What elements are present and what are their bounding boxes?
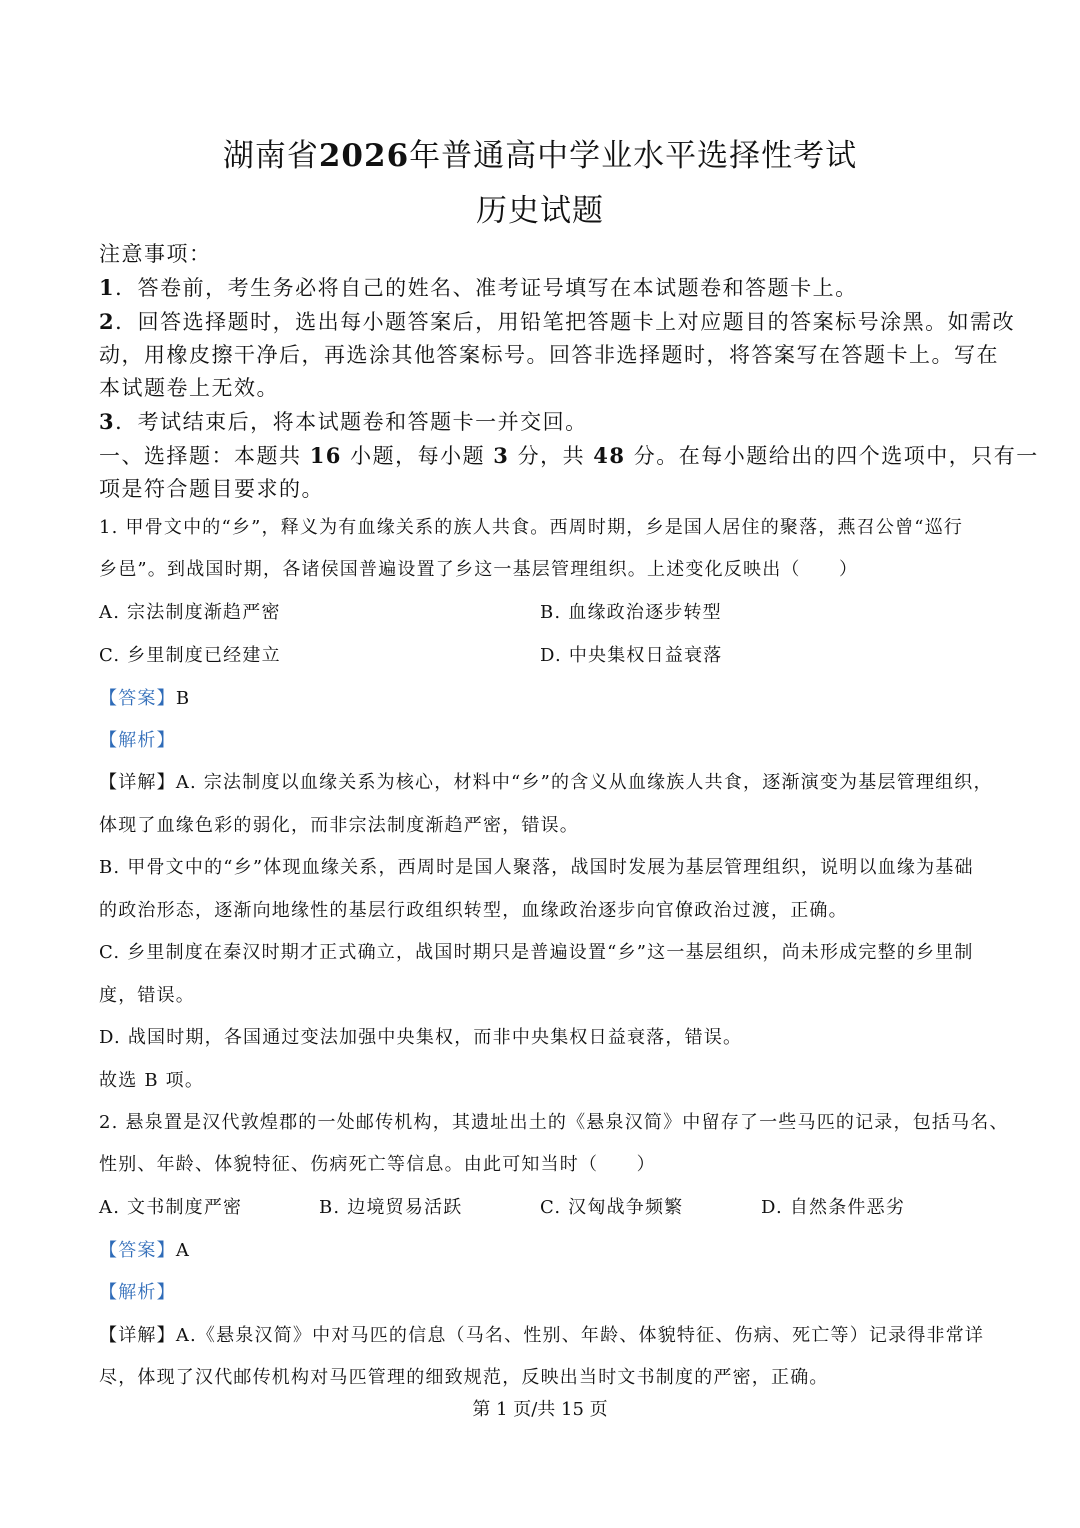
q1-answer: [99, 684, 190, 710]
title-year: 2026: [318, 138, 410, 174]
q1-detail-line: B. 甲骨文中的“乡”体现血缘关系，西周时是国人聚落，战国时发展为基层管理组织，说明以血缘为基础: [99, 857, 974, 878]
detail-text: A.《悬泉汉简》中对马匹的信息（马名、性别、年龄、体貌特征、伤病、死亡等）记录得非常详: [175, 1325, 985, 1346]
title-suffix: 年普通高中学业水平选择性考试: [409, 138, 858, 174]
q2-stem: 性别、年龄、体貌特征、伤病死亡等信息。由此可知当时（ ）: [99, 1154, 656, 1175]
q1-option-d: D. 中央集权日益衰落: [540, 645, 723, 666]
q1-analysis-tag: 【解析】: [99, 730, 176, 751]
page-footer: 第 1 页/共 15 页: [472, 1399, 608, 1420]
answer-value: A: [175, 1240, 191, 1261]
answer-value: B: [175, 688, 191, 709]
detail-tag: 【详解】: [99, 772, 176, 793]
q2-stem: 2. 悬泉置是汉代敦煌郡的一处邮传机构，其遗址出土的《悬泉汉简》中留存了一些马匹的记录，包括马名、: [99, 1112, 1009, 1133]
answer-tag: 【答案】: [99, 1240, 176, 1261]
notice-item-number: 1: [99, 275, 116, 300]
page-title: [0, 130, 1080, 175]
q2-option-d: D. 自然条件恶劣: [761, 1197, 906, 1218]
page-subtitle: 历史试题: [476, 193, 604, 229]
q2-detail-line: [99, 1321, 984, 1347]
section-number: 3: [493, 443, 510, 468]
section-text: 分。在每小题给出的四个选项中，只有一: [633, 444, 1039, 468]
detail-tag: 【详解】: [99, 1325, 176, 1346]
answer-tag: 【答案】: [99, 688, 176, 709]
q1-detail-line: D. 战国时期，各国通过变法加强中央集权，而非中央集权日益衰落，错误。: [99, 1027, 743, 1048]
q1-stem: 1. 甲骨文中的“乡”，释义为有血缘关系的族人共食。西周时期，乡是国人居住的聚落，燕召公曾“巡行: [99, 517, 964, 538]
notice-item-text: ．回答选择题时，选出每小题答案后，用铅笔把答题卡上对应题目的答案标号涂黑。如需改: [115, 310, 1016, 334]
notice-item-2: [99, 306, 1015, 336]
q1-option-a: A. 宗法制度渐趋严密: [99, 602, 281, 623]
notice-item-2-cont: 本试题卷上无效。: [99, 376, 279, 400]
section-text: 分，共: [517, 444, 586, 468]
q1-option-c: C. 乡里制度已经建立: [99, 645, 281, 666]
q2-option-b: B. 边境贸易活跃: [319, 1197, 463, 1218]
notice-item-text: ．考试结束后，将本试题卷和答题卡一并交回。: [115, 410, 588, 434]
section-number: 48: [593, 443, 626, 468]
detail-text: A. 宗法制度以血缘关系为核心，材料中“乡”的含义从血缘族人共食，逐渐演变为基层管理组织，: [175, 772, 993, 793]
notice-item-2-cont: 动，用橡皮擦干净后，再选涂其他答案标号。回答非选择题时，将答案写在答题卡上。写在: [99, 343, 999, 367]
title-prefix: 湖南省: [222, 138, 319, 174]
q2-option-a: A. 文书制度严密: [99, 1197, 243, 1218]
section-text: 小题，每小题: [350, 444, 486, 468]
q1-detail-line: 体现了血缘色彩的弱化，而非宗法制度渐趋严密，错误。: [99, 815, 579, 836]
section-instruction-cont: 项是符合题目要求的。: [99, 477, 324, 501]
notice-item-1: [99, 272, 858, 302]
q1-detail-line: 的政治形态，逐渐向地缘性的基层行政组织转型，血缘政治逐步向官僚政治过渡，正确。: [99, 900, 848, 921]
q1-detail-line: C. 乡里制度在秦汉时期才正式确立，战国时期只是普遍设置“乡”这一基层组织，尚未形成完整的乡里制: [99, 942, 974, 963]
notice-item-number: 2: [99, 309, 116, 334]
notice-item-text: ．答卷前，考生务必将自己的姓名、准考证号填写在本试题卷和答题卡上。: [115, 276, 858, 300]
q1-option-b: B. 血缘政治逐步转型: [540, 602, 722, 623]
q2-detail-line: 尽，体现了汉代邮传机构对马匹管理的细致规范，反映出当时文书制度的严密，正确。: [99, 1367, 829, 1388]
q1-detail-line: 度，错误。: [99, 985, 195, 1006]
q2-answer: [99, 1236, 190, 1262]
section-text: 一、选择题：本题共: [99, 444, 302, 468]
section-number: 16: [309, 443, 342, 468]
q2-analysis-tag: 【解析】: [99, 1282, 176, 1303]
notice-item-3: [99, 406, 588, 436]
notice-heading: 注意事项：: [99, 242, 212, 266]
q2-option-c: C. 汉匈战争频繁: [540, 1197, 684, 1218]
notice-item-number: 3: [99, 409, 116, 434]
q1-stem: 乡邑”。到战国时期，各诸侯国普遍设置了乡这一基层管理组织。上述变化反映出（ ）: [99, 559, 859, 580]
q1-conclusion: 故选 B 项。: [99, 1070, 205, 1091]
section-instruction: [99, 440, 1039, 470]
q1-detail-line: [99, 768, 993, 794]
